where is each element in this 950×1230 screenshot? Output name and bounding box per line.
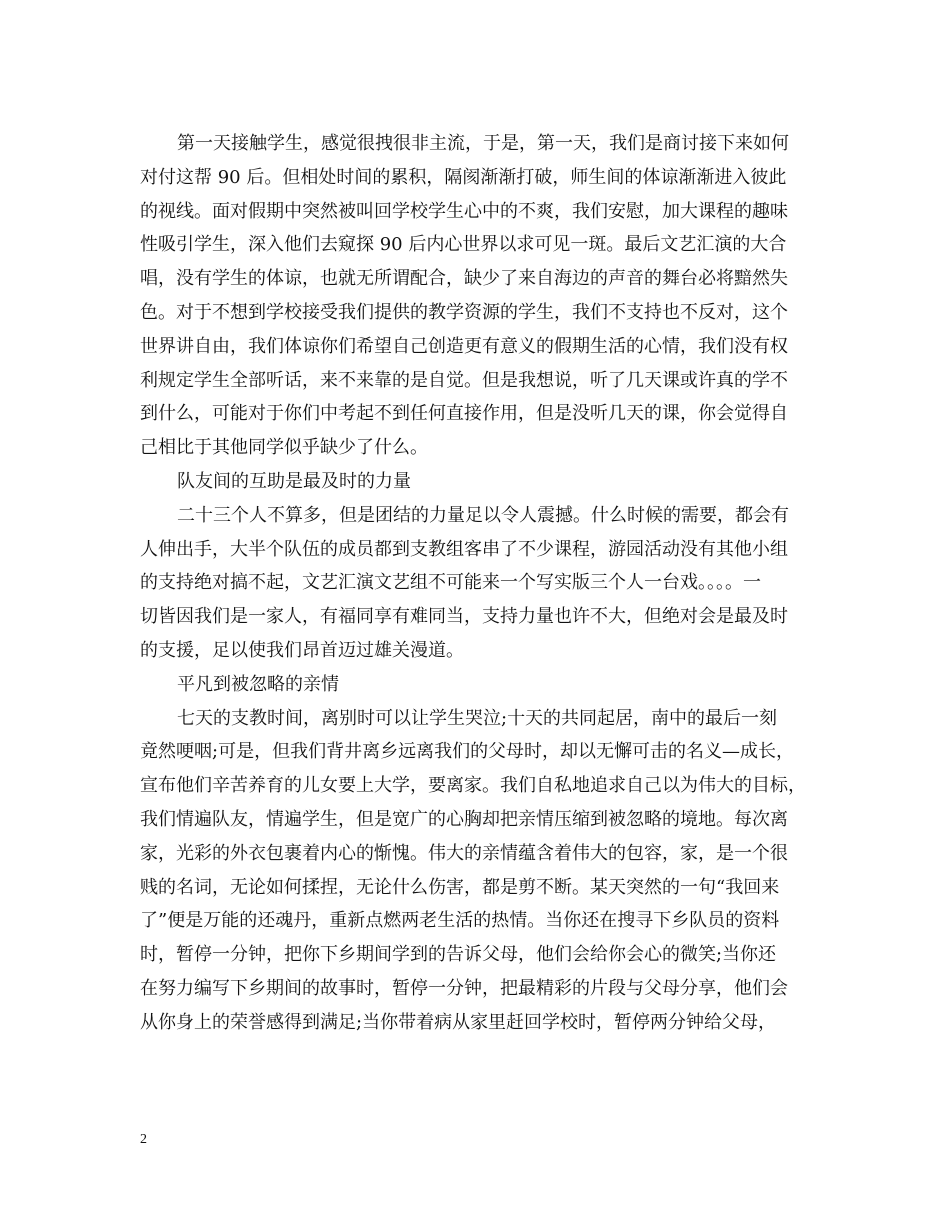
paragraph-line: 宣布他们辛苦养育的儿女要上大学，要离家。我们自私地追求自己以为伟大的目标， <box>140 775 806 797</box>
section-heading: 队友间的互助是最及时的力量 <box>177 470 411 492</box>
paragraph-line: 切皆因我们是一家人，有福同享有难同当，支持力量也许不大，但绝对会是最及时 <box>140 606 788 628</box>
paragraph-line: 贱的名词，无论如何揉捏，无论什么伤害，都是剪不断。某天突然的一句“我回来 <box>140 876 780 898</box>
page-number: 2 <box>140 1132 147 1147</box>
paragraph-line: 世界讲自由，我们体谅你们希望自己创造更有意义的假期生活的心情，我们没有权 <box>140 335 788 357</box>
paragraph-line: 利规定学生全部听话，来不来靠的是自觉。但是我想说，听了几天课或许真的学不 <box>140 369 788 391</box>
paragraph-line: 的支援，足以使我们昂首迈过雄关漫道。 <box>140 639 464 661</box>
paragraph-line: 到什么，可能对于你们中考起不到任何直接作用，但是没听几天的课，你会觉得自 <box>140 403 788 425</box>
paragraph-line: 竟然哽咽;可是，但我们背井离乡远离我们的父母时，却以无懈可击的名义—成长， <box>140 741 795 763</box>
paragraph-line: 家，光彩的外衣包裹着内心的惭愧。伟大的亲情蕴含着伟大的包容，家，是一个很 <box>140 842 788 864</box>
section-heading: 平凡到被忽略的亲情 <box>177 673 339 695</box>
paragraph-line: 己相比于其他同学似乎缺少了什么。 <box>140 437 428 459</box>
paragraph-line: 了”便是万能的还魂丹，重新点燃两老生活的热情。当你还在搜寻下乡队员的资料 <box>140 910 780 932</box>
paragraph-line: 性吸引学生，深入他们去窥探 90 后内心世界以求可见一斑。最后文艺汇演的大合 <box>140 234 787 256</box>
paragraph-line: 人伸出手，大半个队伍的成员都到支教组客串了不少课程，游园活动没有其他小组 <box>140 538 788 560</box>
paragraph-line: 唱，没有学生的体谅，也就无所谓配合，缺少了来自海边的声音的舞台必将黯然失 <box>140 268 788 290</box>
paragraph-line: 我们情遍队友，情遍学生，但是宽广的心胸却把亲情压缩到被忽略的境地。每次离 <box>140 808 788 830</box>
document-body <box>140 127 820 1040</box>
paragraph-line: 的视线。面对假期中突然被叫回学校学生心中的不爽，我们安慰，加大课程的趣味 <box>140 200 788 222</box>
paragraph-line: 第一天接触学生，感觉很拽很非主流，于是，第一天，我们是商讨接下来如何 <box>177 133 789 154</box>
paragraph-line: 色。对于不想到学校接受我们提供的教学资源的学生，我们不支持也不反对，这个 <box>140 301 788 323</box>
paragraph-line: 时，暂停一分钟，把你下乡期间学到的告诉父母，他们会给你会心的微笑;当你还 <box>140 944 777 966</box>
paragraph-line: 从你身上的荣誉感得到满足;当你带着病从家里赶回学校时，暂停两分钟给父母， <box>140 1011 777 1033</box>
paragraph-line: 二十三个人不算多，但是团结的力量足以令人震撼。什么时候的需要，都会有 <box>177 504 789 526</box>
paragraph-line: 对付这帮 90 后。但相处时间的累积，隔阂渐渐打破，师生间的体谅渐渐进入彼此 <box>140 166 787 188</box>
paragraph-line: 七天的支教时间，离别时可以让学生哭泣;十天的共同起居，南中的最后一刻 <box>177 707 778 729</box>
paragraph-line: 在努力编写下乡期间的故事时，暂停一分钟，把最精彩的片段与父母分享，他们会 <box>140 977 788 999</box>
paragraph-line: 的支持绝对搞不起，文艺汇演文艺组不可能来一个写实版三个人一台戏。。。。一 <box>140 572 761 594</box>
